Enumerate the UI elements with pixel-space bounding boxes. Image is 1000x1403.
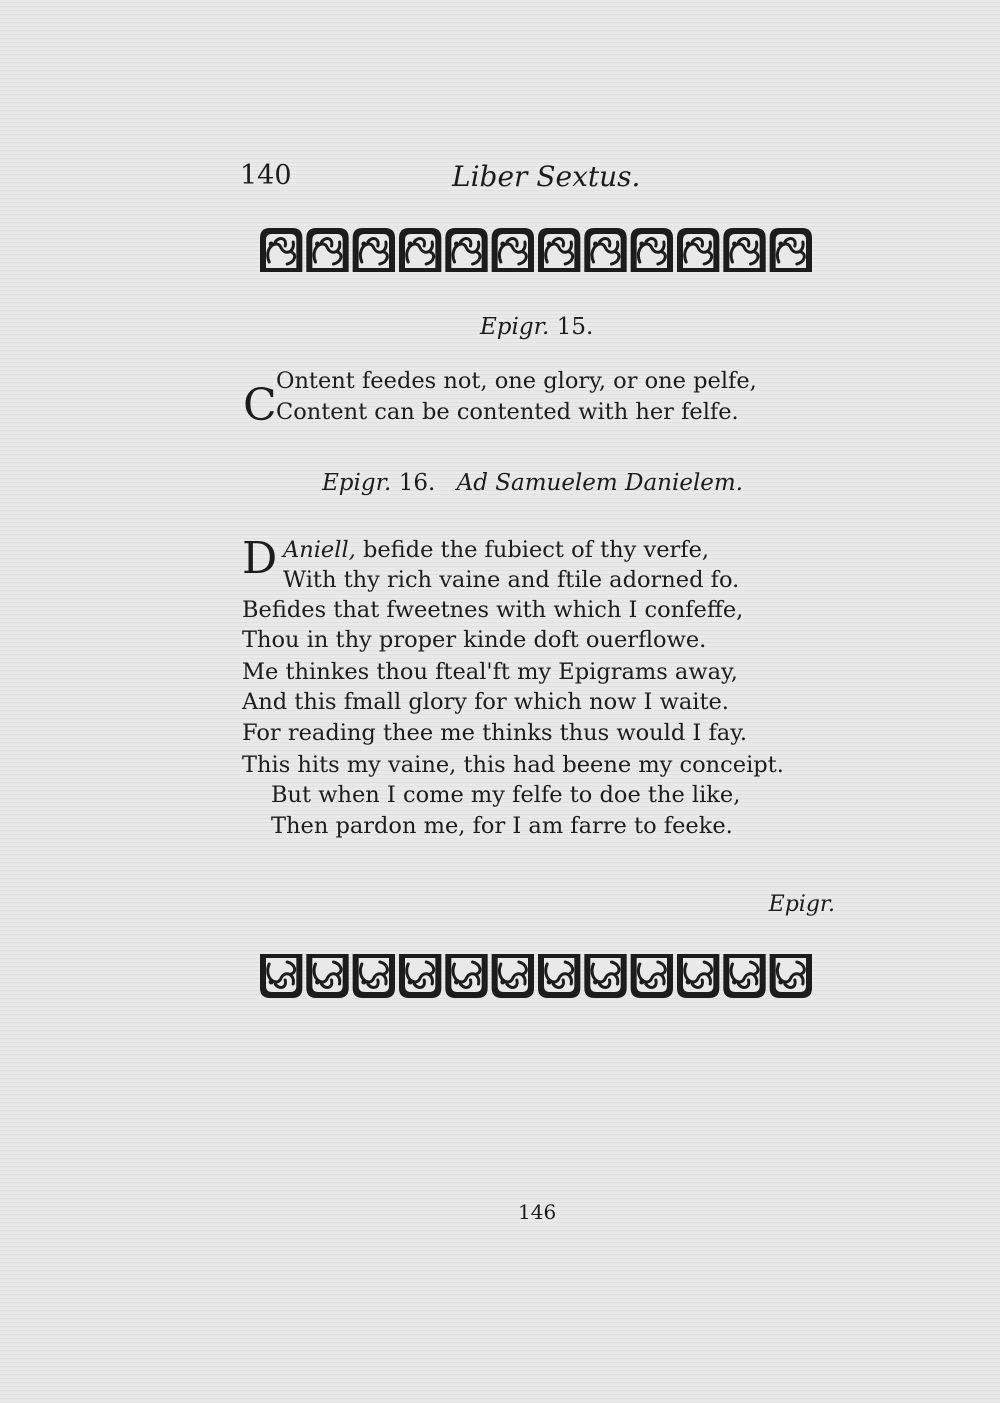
drop-cap-d: D (242, 533, 278, 584)
verse-line: Ontent feedes not, one glory, or one pelfe, (276, 368, 757, 394)
epigram-dedication: Ad Samuelem Danielem. (456, 470, 744, 496)
verse-line: With thy rich vaine and ftile adorned fo. (283, 567, 740, 593)
verse-first-word: Aniell, (283, 537, 356, 563)
drop-cap-c: C (243, 380, 277, 431)
page-number: 146 (518, 1200, 557, 1224)
epigram-16-heading (322, 470, 743, 496)
verse-first-line-rest: befide the fubiect of thy verfe, (355, 537, 710, 563)
verse-line: Befides that fweetnes with which I confeffe, (242, 597, 744, 623)
epigram-number: 15. (556, 314, 594, 340)
verse-line: Content can be contented with her felfe. (276, 399, 739, 425)
floral-border-ornament-icon (258, 948, 814, 1004)
running-title: Liber Sextus. (452, 160, 641, 193)
floral-border-ornament-icon (258, 222, 814, 278)
verse-line: Me thinkes thou fteal'ft my Epigrams away, (242, 659, 738, 685)
verse-line: Thou in thy proper kinde doft ouerflowe. (242, 627, 707, 653)
epigram-number: 16. (398, 470, 436, 496)
verse-line (283, 537, 709, 563)
epigram-15-heading (480, 314, 593, 340)
verse-line: But when I come my felfe to doe the like, (271, 782, 741, 808)
catchword: Epigr. (768, 892, 835, 917)
epigram-label: Epigr. (322, 470, 392, 496)
verse-line: Then pardon me, for I am farre to feeke. (271, 813, 733, 839)
folio-number: 140 (240, 160, 292, 191)
verse-line: This hits my vaine, this had beene my conceipt. (242, 752, 784, 778)
epigram-label: Epigr. (480, 314, 550, 340)
verse-line: For reading thee me thinks thus would I fay. (242, 720, 748, 746)
verse-line: And this fmall glory for which now I waite. (242, 689, 729, 715)
